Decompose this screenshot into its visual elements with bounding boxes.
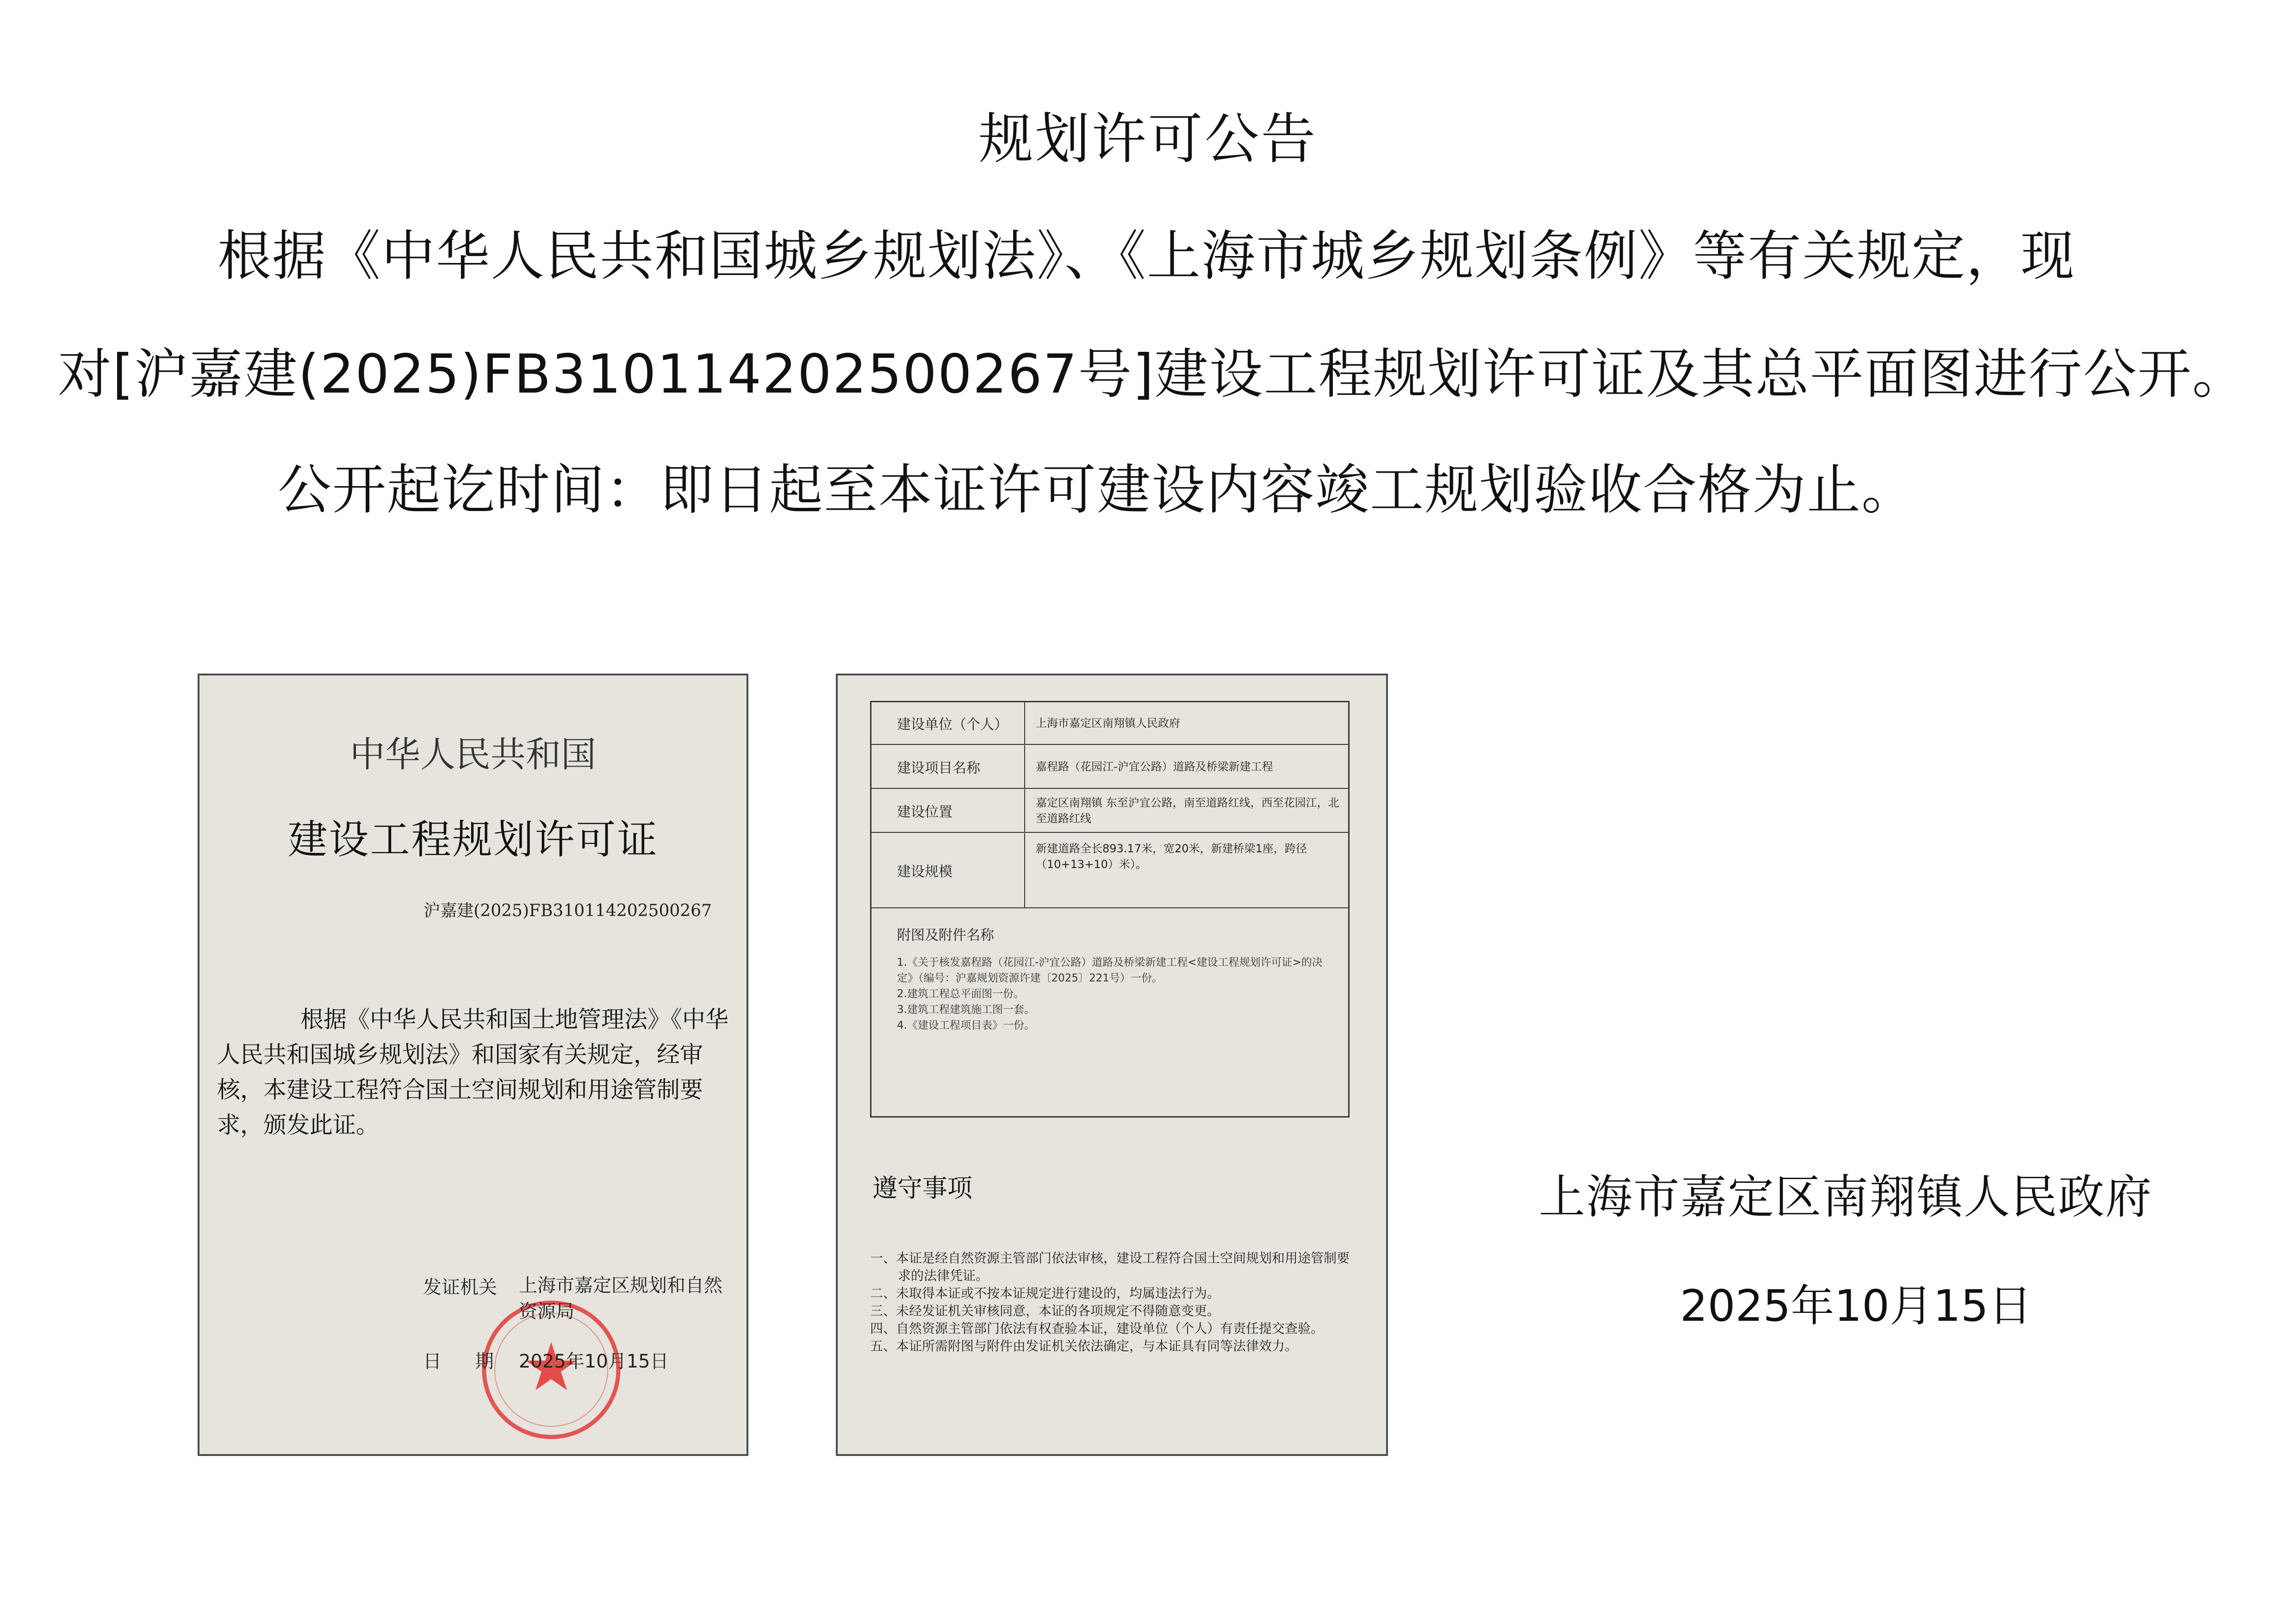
- attachments-title: 附图及附件名称: [897, 927, 994, 943]
- row-label: 建设单位（个人）: [897, 717, 1008, 733]
- list-item: 三、未经发证机关审核同意，本证的各项规定不得随意变更。: [870, 1303, 1220, 1318]
- certificate-front: [198, 674, 748, 1456]
- certificate-country: 中华人民共和国: [350, 734, 596, 775]
- certificate-number: 沪嘉建(2025)FB310114202500267: [423, 901, 712, 920]
- list-item: 1.《关于核发嘉程路（花园江-沪宜公路）道路及桥梁新建工程<建设工程规划许可证>的决定》（编号：沪嘉规划资源许建〔2025〕221号）一份。: [897, 956, 1323, 984]
- list-item: 五、本证所需附图与附件由发证机关依法确定，与本证具有同等法律效力。: [870, 1338, 1298, 1354]
- row-value: 新建道路全长893.17米，宽20米，新建桥梁1座，跨径（10+13+10）米）。: [1036, 842, 1307, 871]
- row-value: 嘉定区南翔镇 东至沪宜公路，南至道路红线，西至花园江，北至道路红线: [1036, 796, 1339, 825]
- project-info-table: [870, 701, 1350, 1118]
- rules-title: 遵守事项: [872, 1174, 972, 1203]
- authority-label: 发证机关: [423, 1277, 497, 1298]
- row-label: 建设项目名称: [897, 760, 980, 776]
- announcement-title: 规划许可公告: [978, 107, 1318, 171]
- list-item: 二、未取得本证或不按本证规定进行建设的，均属违法行为。: [870, 1286, 1220, 1301]
- table-row: [871, 789, 1348, 833]
- certificate-body-text: 根据《中华人民共和国土地管理法》《中华人民共和国城乡规划法》和国家有关规定，经审核，本建设工程符合国土空间规划和用途管制要求，颁发此证。: [217, 1006, 728, 1138]
- list-item: 一、本证是经自然资源主管部门依法审核，建设工程符合国土空间规划和用途管制要求的法律凭证。: [870, 1250, 1350, 1283]
- list-item: 4.《建设工程项目表》一份。: [897, 1019, 1035, 1031]
- announcement-paragraph-line-2: 对[沪嘉建(2025)FB310114202500267号]建设工程规划许可证及其总平面图进行公开。: [58, 343, 2247, 406]
- row-label: 建设位置: [897, 804, 952, 820]
- date-label: 日 期: [423, 1351, 494, 1372]
- row-value: 上海市嘉定区南翔镇人民政府: [1036, 717, 1180, 730]
- table-row: [871, 745, 1348, 789]
- authority-value: 上海市嘉定区规划和自然资源局: [519, 1275, 722, 1322]
- date-value: 2025年10月15日: [519, 1351, 669, 1372]
- announcement-paragraph-line-1: 根据《中华人民共和国城乡规划法》、《上海市城乡规划条例》等有关规定，现: [218, 225, 2075, 287]
- announcement-period: 公开起讫时间：即日起至本证许可建设内容竣工规划验收合格为止。: [278, 459, 1916, 521]
- row-label: 建设规模: [897, 864, 952, 880]
- certificate-title: 建设工程规划许可证: [287, 817, 659, 863]
- table-row: [871, 702, 1348, 745]
- issuer-date: 2025年10月15日: [1680, 1281, 2032, 1331]
- issuer-name: 上海市嘉定区南翔镇人民政府: [1539, 1170, 2153, 1224]
- certificate-back: [836, 674, 1388, 1456]
- rules-list: [870, 1249, 1361, 1355]
- row-value: 嘉程路（花园江-沪宜公路）道路及桥梁新建工程: [1036, 760, 1273, 773]
- list-item: 2.建筑工程总平面图一份。: [897, 988, 1024, 1000]
- list-item: 3.建筑工程建筑施工图一套。: [897, 1004, 1035, 1016]
- attachments-list: [897, 955, 1337, 1033]
- table-row: [871, 833, 1348, 908]
- list-item: 四、自然资源主管部门依法有权查验本证，建设单位（个人）有责任提交查验。: [870, 1321, 1324, 1336]
